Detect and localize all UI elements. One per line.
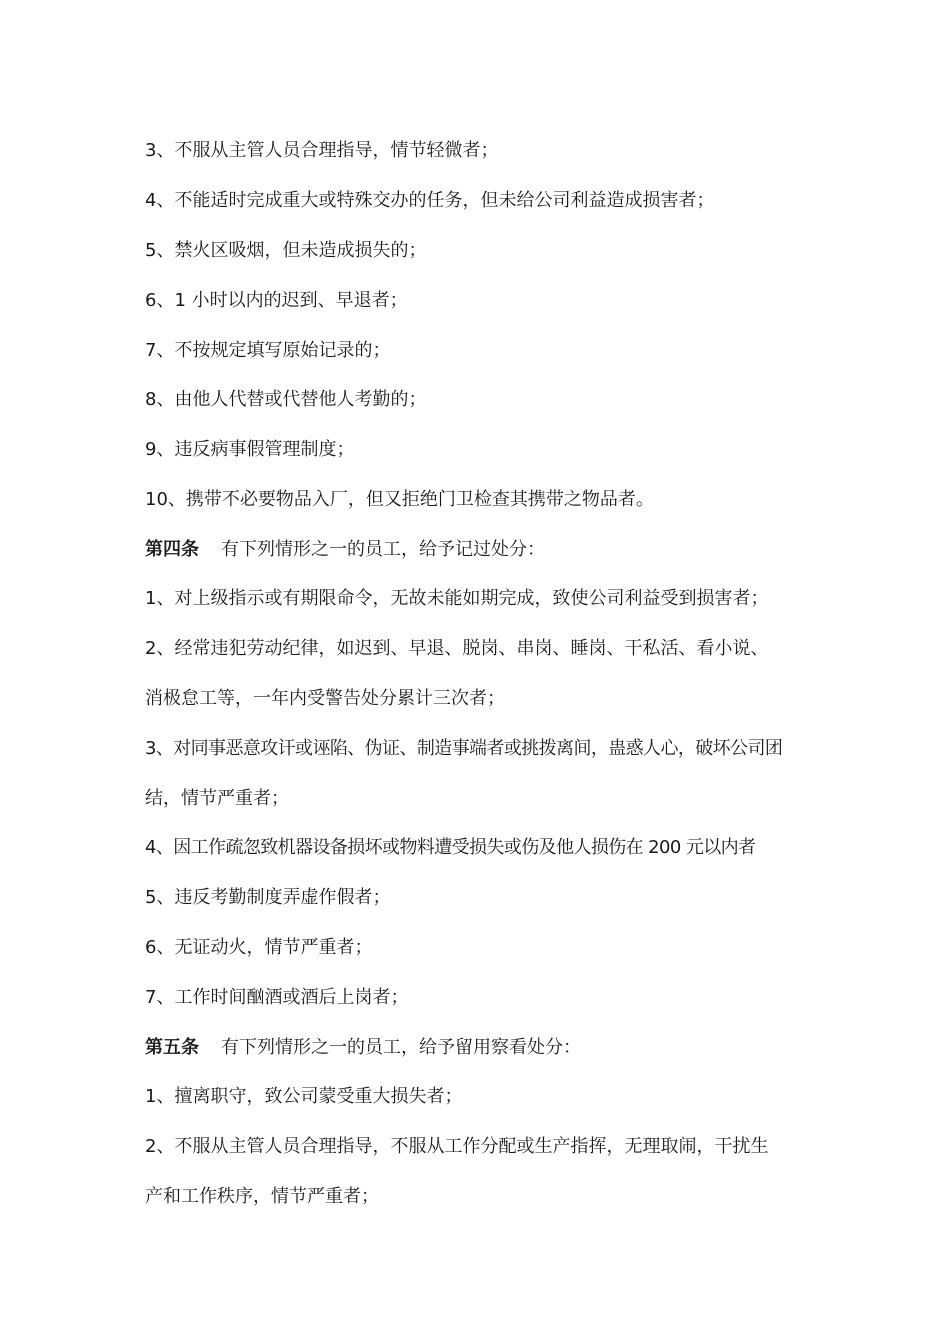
- clause-line: 结，情节严重者；: [145, 788, 289, 809]
- clause-line: 消极怠工等，一年内受警告处分累计三次者；: [145, 688, 505, 709]
- clause-line: 7、不按规定填写原始记录的；: [145, 340, 391, 361]
- clause-line: 2、经常违犯劳动纪律，如迟到、早退、脱岗、串岗、睡岗、干私活、看小说、: [145, 638, 769, 659]
- clause-line: 4、不能适时完成重大或特殊交办的任务，但未给公司利益造成损害者；: [145, 190, 715, 211]
- article-5-heading: 第五条: [145, 1037, 199, 1058]
- clause-line: 6、1 小时以内的迟到、早退者；: [145, 290, 408, 311]
- article-5-heading-line: [145, 1036, 830, 1060]
- clause-line: 3、不服从主管人员合理指导，情节轻微者；: [145, 140, 499, 161]
- article-4-intro: 有下列情形之一的员工，给予记过处分：: [221, 539, 545, 560]
- clause-line: 7、工作时间酗酒或酒后上岗者；: [145, 987, 409, 1008]
- article-4-heading-line: [145, 538, 830, 562]
- clause-line: 3、对同事恶意攻讦或诬陷、伪证、制造事端者或挑拨离间，蛊惑人心，破坏公司团: [145, 738, 783, 759]
- clause-line: 产和工作秩序，情节严重者；: [145, 1186, 379, 1207]
- article-4-heading: 第四条: [145, 539, 199, 560]
- clause-line: 2、不服从主管人员合理指导，不服从工作分配或生产指挥，无理取闹，干扰生: [145, 1136, 769, 1157]
- clause-line: 1、对上级指示或有期限命令，无故未能如期完成，致使公司利益受到损害者；: [145, 588, 769, 609]
- article-5-intro: 有下列情形之一的员工，给予留用察看处分：: [221, 1037, 581, 1058]
- clause-line: 4、因工作疏忽致机器设备损坏或物料遭受损失或伤及他人损伤在 200 元以内者: [145, 837, 756, 858]
- clause-line: 9、违反病事假管理制度；: [145, 439, 355, 460]
- clause-line: 5、禁火区吸烟，但未造成损失的；: [145, 240, 427, 261]
- clause-line: 6、无证动火，情节严重者；: [145, 937, 373, 958]
- clause-line: 1、擅离职守，致公司蒙受重大损失者；: [145, 1086, 463, 1107]
- clause-line: 10、携带不必要物品入厂，但又拒绝门卫检查其携带之物品者。: [145, 489, 654, 510]
- clause-line: 8、由他人代替或代替他人考勤的；: [145, 389, 427, 410]
- clause-line: 5、违反考勤制度弄虚作假者；: [145, 887, 391, 908]
